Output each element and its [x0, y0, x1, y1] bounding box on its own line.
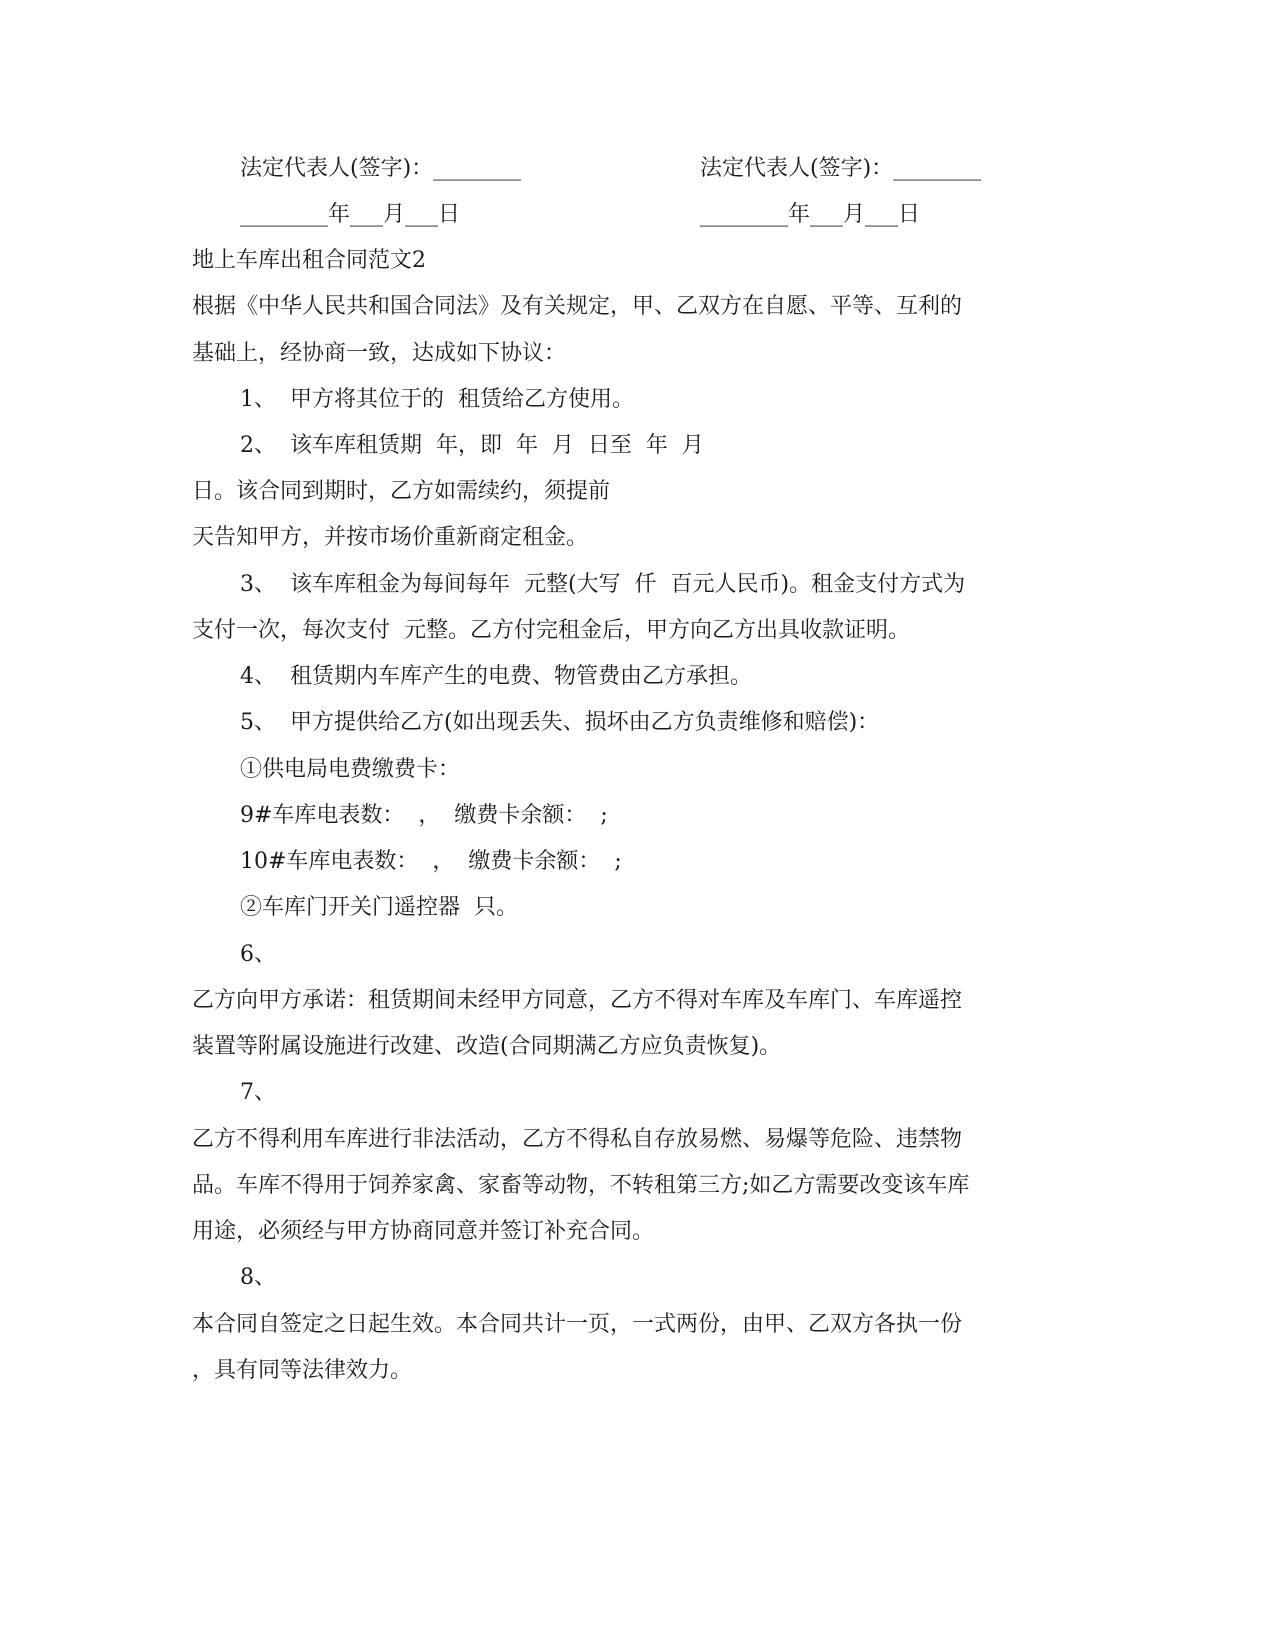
left-signature-date: ________年___月___日	[240, 202, 461, 227]
intro-line-2: 基础上，经协商一致，达成如下协议：	[192, 341, 567, 366]
clause-6-line-2: 装置等附属设施进行改建、改造(合同期满乙方应负责恢复)。	[192, 1034, 782, 1059]
clause-5-item-1-a: 9#车库电表数： ， 缴费卡余额： ;	[240, 803, 608, 828]
document-title: 地上车库出租合同范文2	[192, 248, 426, 273]
clause-1: 1、 甲方将其位于的 租赁给乙方使用。	[240, 387, 634, 412]
clause-5-item-1: ①供电局电费缴费卡：	[240, 757, 461, 782]
clause-7-line-2: 品。车库不得用于饲养家禽、家畜等动物，不转租第三方;如乙方需要改变该车库	[192, 1173, 970, 1198]
clause-5-item-1-b: 10#车库电表数： ， 缴费卡余额： ;	[240, 849, 622, 874]
clause-5: 5、 甲方提供给乙方(如出现丢失、损坏由乙方负责维修和赔偿)：	[240, 710, 880, 735]
clause-8-line-1: 本合同自签定之日起生效。本合同共计一页，一式两份，由甲、乙双方各执一份	[192, 1312, 963, 1337]
clause-6-line-1: 乙方向甲方承诺：租赁期间未经甲方同意，乙方不得对车库及车库门、车库遥控	[192, 988, 963, 1013]
clause-7-line-1: 乙方不得利用车库进行非法活动，乙方不得私自存放易燃、易爆等危险、违禁物	[192, 1127, 963, 1152]
intro-line-1: 根据《中华人民共和国合同法》及有关规定，甲、乙双方在自愿、平等、互利的	[192, 294, 963, 319]
clause-8-line-2: ，具有同等法律效力。	[192, 1358, 413, 1383]
clause-7-line-3: 用途，必须经与甲方协商同意并签订补充合同。	[192, 1219, 655, 1244]
left-legal-rep-signature: 法定代表人(签字)：________	[240, 156, 522, 181]
clause-4: 4、 租赁期内车库产生的电费、物管费由乙方承担。	[240, 664, 752, 689]
clause-3-line-1: 3、 该车库租金为每间每年 元整(大写 仟 百元人民币)。租金支付方式为	[240, 572, 966, 597]
clause-7-number: 7、	[240, 1080, 276, 1105]
right-legal-rep-signature: 法定代表人(签字)：________	[700, 156, 982, 181]
clause-2-line-2: 日。该合同到期时，乙方如需续约，须提前	[192, 479, 611, 504]
clause-3-line-2: 支付一次，每次支付 元整。乙方付完租金后，甲方向乙方出具收款证明。	[192, 618, 910, 643]
clause-6-number: 6、	[240, 942, 276, 967]
clause-2-line-1: 2、 该车库租赁期 年，即 年 月 日至 年 月	[240, 433, 704, 458]
clause-5-item-2: ②车库门开关门遥控器 只。	[240, 895, 518, 920]
clause-8-number: 8、	[240, 1265, 276, 1290]
clause-2-line-3: 天告知甲方，并按市场价重新商定租金。	[192, 525, 589, 550]
right-signature-date: ________年___月___日	[700, 202, 921, 227]
